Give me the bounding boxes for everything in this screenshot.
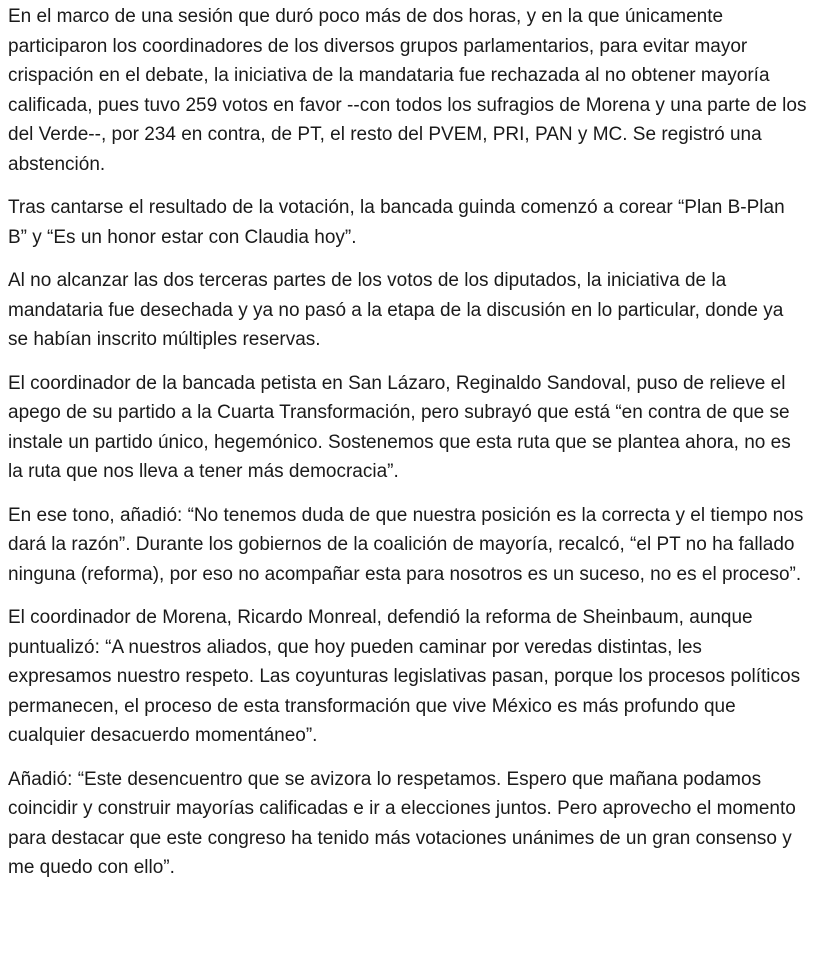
paragraph-6: El coordinador de Morena, Ricardo Monreal, defendió la reforma de Sheinbaum, aunque puntualizó: “A nuestros aliados, que hoy pueden caminar por veredas distintas, les expresamos nuestro respeto. Las coyunturas legislativas pasan, porque los procesos políticos permanecen, el proceso de esta transformación que vive México es más profundo que cualquier desacuerdo momentáneo”. [8, 607, 801, 746]
paragraph-3: Al no alcanzar las dos terceras partes de los votos de los diputados, la iniciativa de la mandataria fue desechada y ya no pasó a la etapa de la discusión en lo particular, donde ya se habían inscrito múltiples reservas. [8, 270, 784, 350]
paragraph-1: En el marco de una sesión que duró poco más de dos horas, y en la que únicamente participaron los coordinadores de los diversos grupos parlamentarios, para evitar mayor crispación en el debate, la iniciativa de la mandataria fue rechazada al no obtener mayoría calificada, pues tuvo 259 votos en favor --con todos los sufragios de Morena y una parte de los del Verde--, por 234 en contra, de PT, el resto del PVEM, PRI, PAN y MC. Se registró una abstención. [8, 6, 807, 175]
paragraph-4: El coordinador de la bancada petista en San Lázaro, Reginaldo Sandoval, puso de relieve el apego de su partido a la Cuarta Transformación, pero subrayó que está “en contra de que se instale un partido único, hegemónico. Sostenemos que esta ruta que se plantea ahora, no es la ruta que nos lleva a tener más democracia”. [8, 372, 791, 482]
paragraph-7: Añadió: “Este desencuentro que se avizora lo respetamos. Espero que mañana podamos coincidir y construir mayorías calificadas e ir a elecciones juntos. Pero aprovecho el momento para destacar que este congreso ha tenido más votaciones unánimes de un gran consenso y me quedo con ello”. [8, 768, 796, 878]
paragraph-2: Tras cantarse el resultado de la votación, la bancada guinda comenzó a corear “Plan B-Plan B” y “Es un honor estar con Claudia hoy”. [8, 197, 785, 248]
paragraph-5: En ese tono, añadió: “No tenemos duda de que nuestra posición es la correcta y el tiempo nos dará la razón”. Durante los gobiernos de la coalición de mayoría, recalcó, “el PT no ha fallado ninguna (reforma), por eso no acompañar esta para nosotros es un suceso, no es el proceso”. [8, 504, 804, 585]
